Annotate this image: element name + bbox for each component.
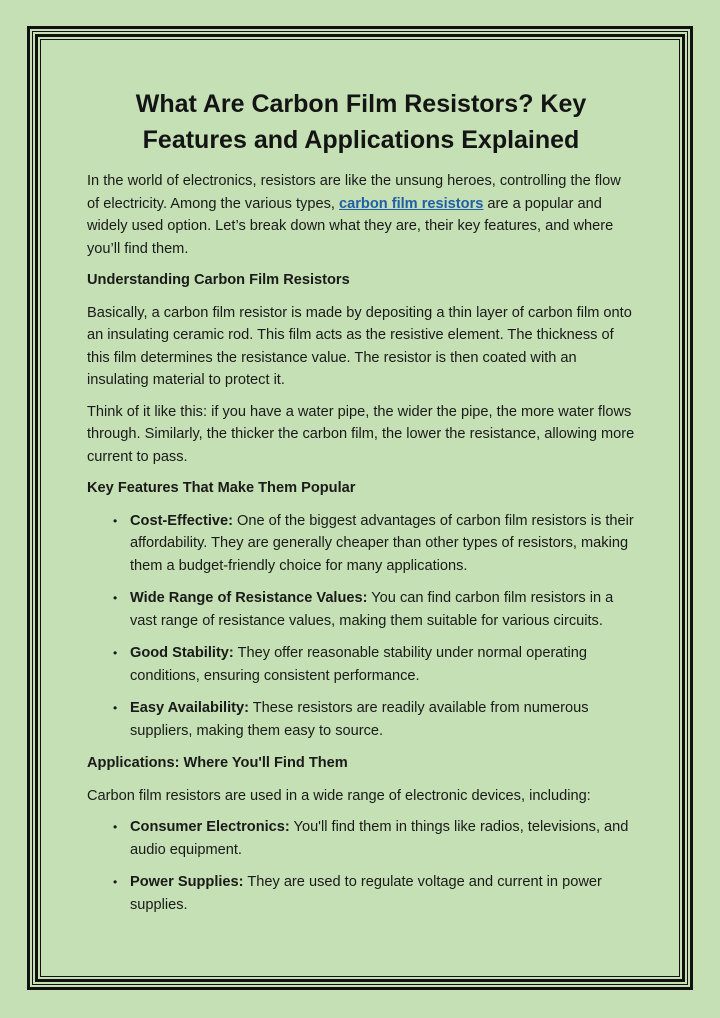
article-content bbox=[87, 86, 635, 926]
section-heading-features: Key Features That Make Them Popular bbox=[87, 480, 356, 496]
bullet-icon: • bbox=[113, 646, 118, 660]
application-text: They are used to regulate voltage and current in power supplies. bbox=[130, 874, 602, 913]
applications-paragraph: Carbon film resistors are used in a wide range of electronic devices, including: bbox=[87, 787, 591, 804]
bullet-icon: • bbox=[113, 591, 118, 605]
feature-text: One of the biggest advantages of carbon film resistors is their affordability. They are generally cheaper than other types of resistors, making them a budget-friendly choice for many applications. bbox=[130, 512, 634, 574]
applications-list bbox=[87, 816, 635, 916]
feature-label: Wide Range of Resistance Values: bbox=[130, 590, 368, 606]
list-item bbox=[87, 510, 635, 578]
list-item bbox=[87, 871, 635, 916]
article-title: What Are Carbon Film Resistors? Key Features and Applications Explained bbox=[135, 90, 587, 154]
application-label: Consumer Electronics: bbox=[130, 819, 290, 835]
carbon-film-resistors-link[interactable]: carbon film resistors bbox=[339, 195, 484, 212]
feature-label: Easy Availability: bbox=[130, 700, 249, 716]
bullet-icon: • bbox=[113, 820, 118, 834]
bullet-icon: • bbox=[113, 875, 118, 889]
understanding-paragraph-2: Think of it like this: if you have a water pipe, the wider the pipe, the more water flows through. Similarly, the thicker the carbon film, the lower the resistance, allowing more current to pass. bbox=[87, 403, 635, 465]
feature-text: These resistors are readily available from numerous suppliers, making them easy to source. bbox=[130, 700, 589, 739]
feature-label: Good Stability: bbox=[130, 645, 234, 661]
understanding-paragraph-1: Basically, a carbon film resistor is made by depositing a thin layer of carbon film onto an insulating ceramic rod. This film acts as the resistive element. The thickness of this film determines the resistance value. The resistor is then coated with an insulating material to protect it. bbox=[87, 304, 632, 388]
list-item bbox=[87, 697, 635, 742]
list-item bbox=[87, 816, 635, 861]
application-text: You'll find them in things like radios, televisions, and audio equipment. bbox=[130, 819, 629, 858]
feature-label: Cost-Effective: bbox=[130, 512, 233, 529]
intro-text-before: In the world of electronics, resistors are like the unsung heroes, controlling the flow of electricity. Among the various types, bbox=[87, 173, 621, 212]
list-item bbox=[87, 587, 635, 632]
section-heading-applications: Applications: Where You'll Find Them bbox=[87, 755, 348, 771]
features-list bbox=[87, 510, 635, 743]
bullet-icon: • bbox=[113, 701, 118, 715]
section-heading-understanding: Understanding Carbon Film Resistors bbox=[87, 272, 350, 288]
bullet-icon: • bbox=[113, 513, 118, 528]
feature-text: You can find carbon film resistors in a vast range of resistance values, making them suitable for various circuits. bbox=[130, 590, 614, 629]
intro-paragraph bbox=[87, 170, 635, 260]
feature-text: They offer reasonable stability under normal operating conditions, ensuring consistent performance. bbox=[130, 645, 587, 684]
list-item bbox=[87, 642, 635, 687]
intro-text-after: are a popular and widely used option. Let’s break down what they are, their key features, and where you’ll find them. bbox=[87, 195, 614, 257]
application-label: Power Supplies: bbox=[130, 874, 244, 890]
